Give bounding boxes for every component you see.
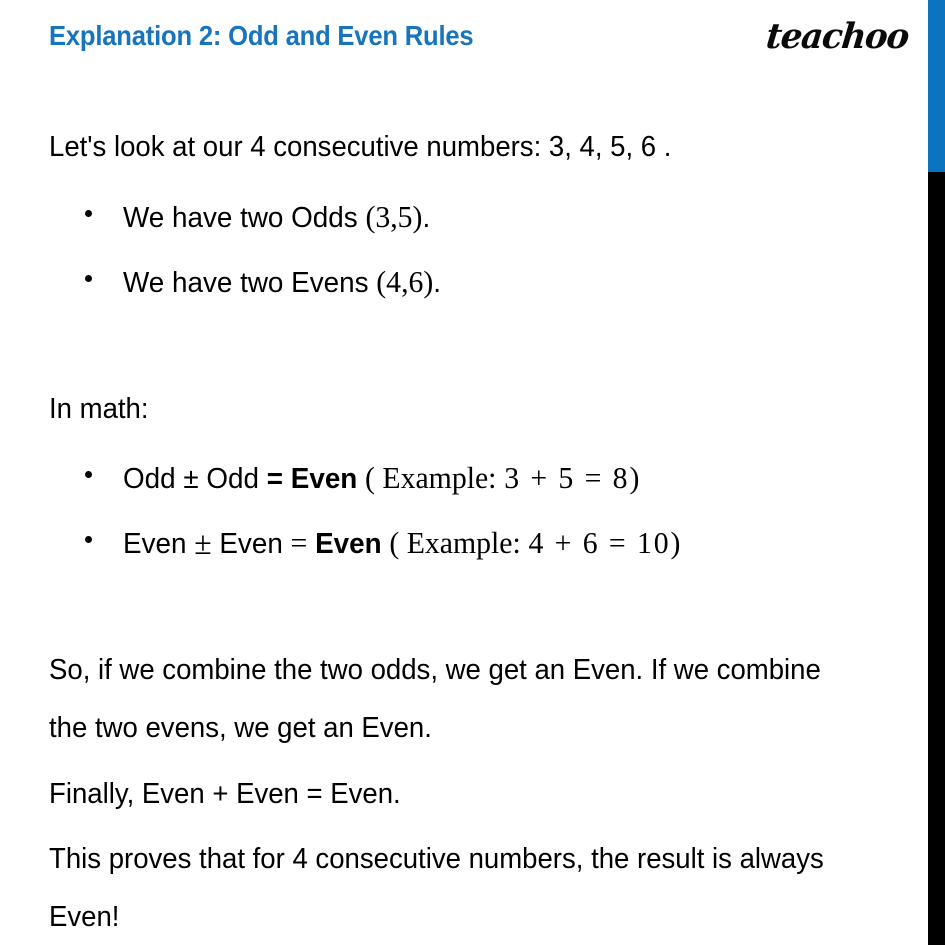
bullet-math-text: (3,5) — [365, 199, 423, 234]
bullet-text — [123, 459, 639, 498]
bullet-dot-icon — [85, 275, 92, 282]
plus-minus-icon: ± — [183, 463, 199, 495]
bullet-lead-text: We have two Evens — [123, 267, 377, 299]
example-close-paren: ) — [629, 460, 640, 495]
math-equals-sign: = — [290, 525, 308, 560]
list-item — [49, 524, 909, 564]
conclusion-line-4: This proves that for 4 consecutive numbers, the result is always — [49, 843, 824, 875]
list-item — [49, 198, 909, 238]
bullet-tail-text: . — [422, 202, 431, 234]
in-math-label: In math: — [49, 393, 149, 425]
math-result: Even — [315, 528, 382, 560]
math-left-operand: Odd — [123, 463, 176, 495]
conclusion-line-2: the two evens, we get an Even. — [49, 712, 432, 744]
bullet-math-text: (4,6) — [376, 264, 434, 299]
list-item — [49, 459, 909, 499]
example-expression: 3 + 5 = 8 — [504, 460, 630, 495]
intro-paragraph: Let's look at our 4 consecutive numbers: 3, 4, 5, 6 . — [49, 131, 672, 163]
page-title: Explanation 2: Odd and Even Rules — [49, 20, 474, 51]
slide-header — [0, 0, 928, 78]
math-left-operand: Even — [123, 528, 187, 560]
edge-bar-black-segment — [928, 172, 945, 945]
bullet-text — [123, 198, 430, 237]
bullet-dot-icon — [85, 536, 92, 543]
list-item — [49, 263, 909, 303]
math-result: = Even — [266, 463, 358, 495]
bullet-text — [123, 263, 441, 302]
math-right-operand: Even — [219, 528, 283, 560]
conclusion-line-1: So, if we combine the two odds, we get an Even. If we combine — [49, 654, 821, 686]
bullet-lead-text: We have two Odds — [123, 202, 366, 234]
bullet-dot-icon — [85, 210, 92, 217]
conclusion-line-5: Even! — [49, 901, 120, 933]
example-close-paren: ) — [670, 525, 681, 560]
example-open-paren: ( Example: — [365, 460, 497, 495]
plus-minus-icon: ± — [194, 526, 212, 562]
example-expression: 4 + 6 = 10 — [528, 525, 671, 560]
bullet-tail-text: . — [433, 267, 442, 299]
conclusion-line-3: Finally, Even + Even = Even. — [49, 778, 401, 810]
edge-bar-blue-segment — [928, 0, 945, 172]
bullet-dot-icon — [85, 471, 92, 478]
right-edge-bar — [928, 0, 945, 945]
math-right-operand: Odd — [206, 463, 260, 495]
bullet-text — [123, 524, 680, 565]
teachoo-logo: teachoo — [764, 16, 911, 57]
example-open-paren: ( Example: — [389, 525, 521, 560]
